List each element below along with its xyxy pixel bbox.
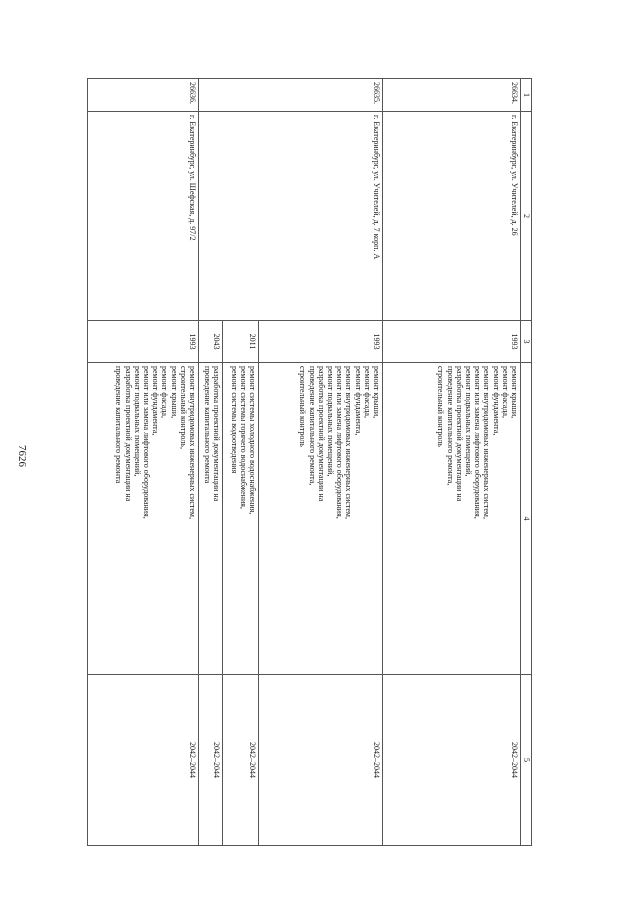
row-number: 26635. [199,79,383,112]
row-year: 2011 [223,321,259,363]
work-item: ремонт или замена лифтового оборудования, [335,366,345,519]
col-header-2: 2 [521,112,532,321]
work-item: проведение капитального ремонта, [445,366,455,486]
row-works [199,363,223,675]
work-item: ремонт подвальных помещений, [463,366,473,477]
table-row [383,79,521,846]
row-period: 2042–2044 [199,675,223,846]
work-item: проведение капитального ремонта [202,366,212,484]
page-number: 7626 [16,445,28,467]
work-item: ремонт системы горячего водоснабжения, [238,366,248,509]
table-row [259,79,383,846]
row-address: г. Екатеринбург, ул. Шефская, д. 97/2 [88,112,199,321]
work-item: ремонт фасада, [362,366,372,418]
work-item: ремонт внутридомовых инженерных систем, [482,366,492,519]
rotated-table-wrapper [87,78,532,845]
col-header-3: 3 [521,321,532,363]
work-item: ремонт системы водоотведения [229,366,239,474]
work-item: ремонт внутридомовых инженерных систем, [188,366,197,519]
work-item: разработка проектной документации на [212,366,221,502]
repair-schedule-table [87,78,532,846]
row-works [259,363,383,675]
col-header-4: 4 [521,363,532,675]
header-row [521,79,532,846]
work-item: ремонт или замена лифтового оборудования, [473,366,483,519]
row-year: 1993 [383,321,521,363]
work-item: проведение капитального ремонта, [307,366,317,486]
work-item: ремонт крыши, [510,366,519,419]
row-period: 2042–2044 [223,675,259,846]
work-item: ремонт крыши, [169,366,179,419]
work-item: разработка проектной документации на [454,366,464,502]
work-item: строительный контроль [298,366,308,447]
row-works [88,363,199,675]
work-item: ремонт фасада, [500,366,510,418]
row-works [223,363,259,675]
row-number: 26636. [88,79,199,112]
work-item: строительный контроль, [178,366,188,449]
work-item: ремонт подвальных помещений, [132,366,142,477]
row-number: 26634. [383,79,521,112]
row-year: 2043 [199,321,223,363]
work-item: ремонт фундамента, [353,366,363,436]
work-item: ремонт внутридомовых инженерных систем, [344,366,354,519]
row-works [383,363,521,675]
work-item: строительный контроль [436,366,446,447]
col-header-5: 5 [521,675,532,846]
work-item: проведение капитального ремонта [114,366,124,484]
work-item: разработка проектной документации на [123,366,133,502]
work-item: ремонт фасада, [160,366,170,418]
table-row [88,79,199,846]
row-period: 2042–2044 [383,675,521,846]
work-item: разработка проектной документации на [316,366,326,502]
work-item: ремонт крыши, [372,366,381,419]
row-period: 2042–2044 [88,675,199,846]
row-year: 1993 [259,321,383,363]
work-item: ремонт или замена лифтового оборудования, [141,366,151,519]
work-item: ремонт фундамента, [151,366,161,436]
row-year: 1993 [88,321,199,363]
work-item: ремонт подвальных помещений, [325,366,335,477]
work-item: ремонт системы холодного водоснабжения, [248,366,257,515]
row-address: г. Екатеринбург, ул. Учителей, д. 7 корп. А [199,112,383,321]
work-item: ремонт фундамента, [491,366,501,436]
row-address: г. Екатеринбург, ул. Учителей, д. 26 [383,112,521,321]
col-header-1: 1 [521,79,532,112]
row-period: 2042–2044 [259,675,383,846]
